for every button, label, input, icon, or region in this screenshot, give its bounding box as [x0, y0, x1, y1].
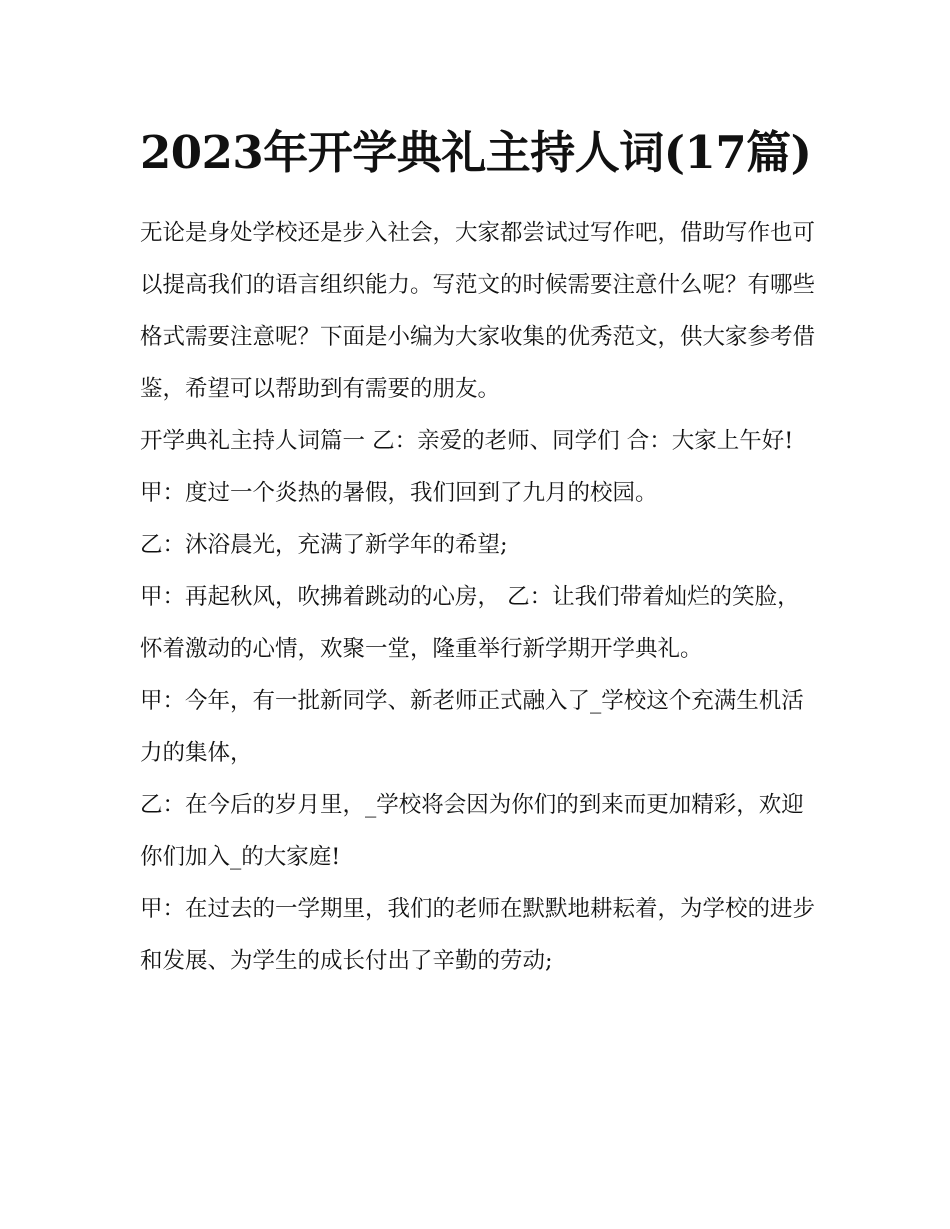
document-title: 2023年开学典礼主持人词(17篇): [140, 126, 812, 179]
paragraph-yi-2: 乙：在今后的岁月里，_学校将会因为你们的到来而更加精彩，欢迎你们加入_的大家庭!: [140, 792, 804, 870]
paragraph-intro: 无论是身处学校还是步入社会，大家都尝试过写作吧，借助写作也可以提高我们的语言组织能力。写范文的时候需要注意什么呢？有哪些格式需要注意呢？下面是小编为大家收集的优秀范文，供大家参考借鉴，希望可以帮助到有需要的朋友。: [140, 220, 816, 402]
paragraph-opening: 开学典礼主持人词篇一 乙：亲爱的老师、同学们 合：大家上午好! 甲：度过一个炎热的暑假，我们回到了九月的校园。: [140, 428, 794, 506]
paragraph-yi-1: 乙：沐浴晨光，充满了新学年的希望;: [140, 532, 508, 558]
paragraph-jia-yi: 甲：再起秋风，吹拂着跳动的心房， 乙：让我们带着灿烂的笑脸，怀着激动的心情，欢聚一堂，隆重举行新学期开学典礼。: [140, 584, 800, 662]
paragraph-jia-1: 甲：今年，有一批新同学、新老师正式融入了_学校这个充满生机活力的集体，: [140, 688, 804, 766]
document-page: [140, 115, 820, 987]
paragraph-jia-2: 甲：在过去的一学期里，我们的老师在默默地耕耘着，为学校的进步和发展、为学生的成长付出了辛勤的劳动;: [140, 896, 816, 974]
